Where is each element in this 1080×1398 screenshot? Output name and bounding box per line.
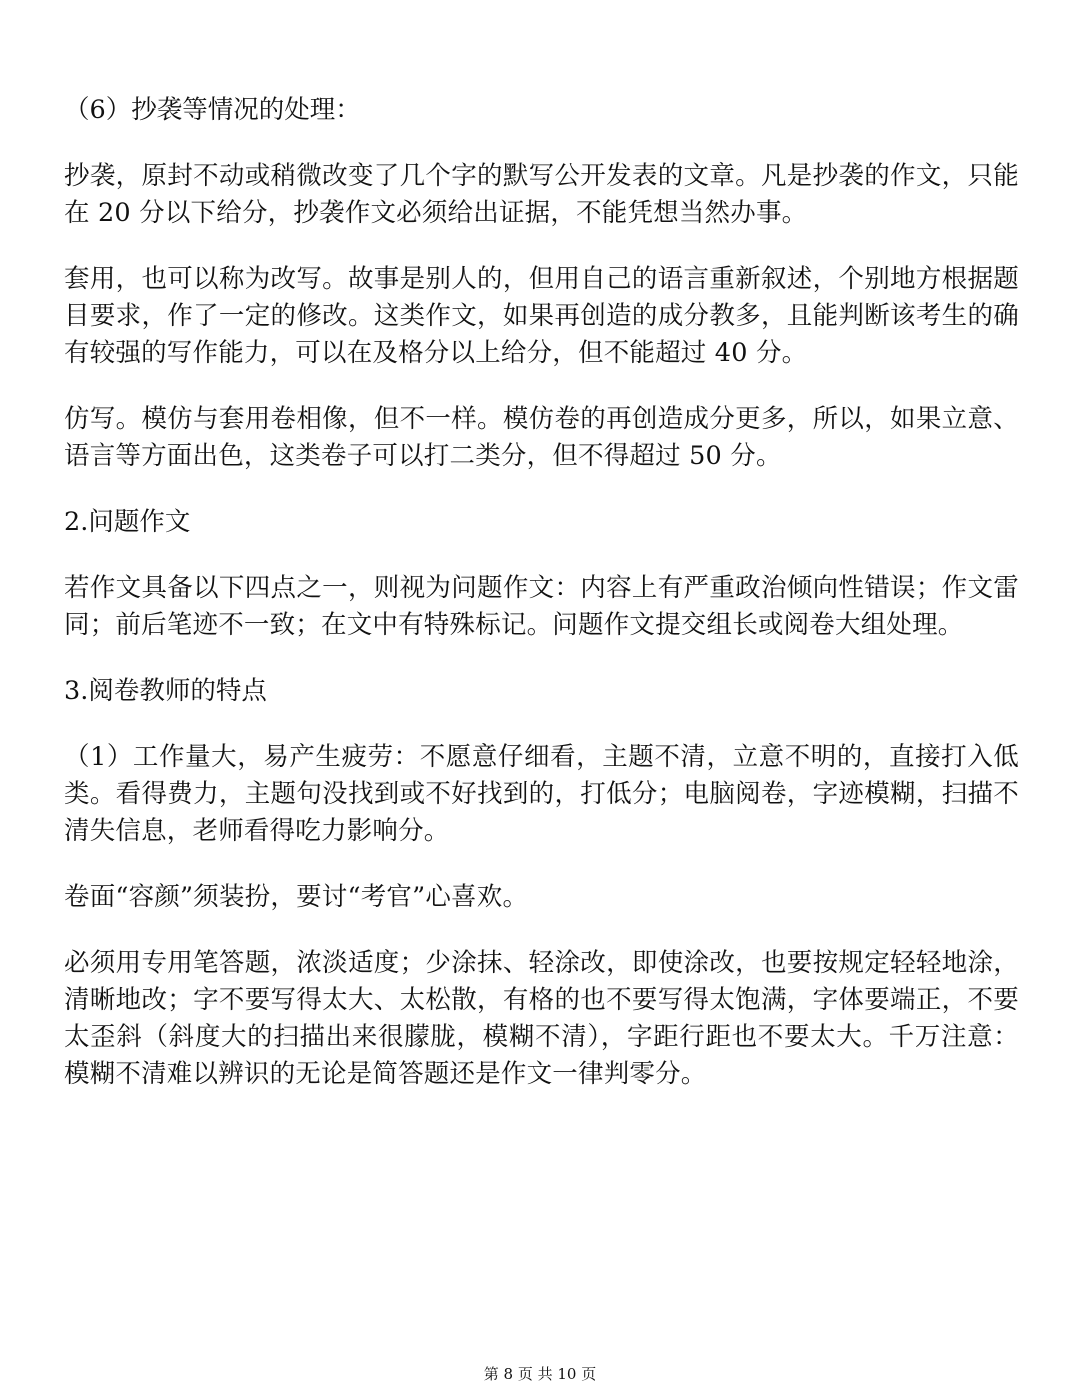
section-heading-problem-essay: 2.问题作文 [64, 507, 191, 537]
paragraph-workload: （1）工作量大，易产生疲劳：不愿意仔细看，主题不清，立意不明的，直接打入低类。看得费力，主题句没找到或不好找到的，打低分；电脑阅卷，字迹模糊，扫描不清失信息，老师看得吃力影响分。 [64, 742, 1019, 846]
paragraph-plagiarism: 抄袭，原封不动或稍微改变了几个字的默写公开发表的文章。凡是抄袭的作文，只能在 20 分以下给分，抄袭作文必须给出证据，不能凭想当然办事。 [64, 161, 1019, 228]
section-subheading-plagiarism: （6）抄袭等情况的处理： [64, 95, 361, 125]
paragraph-imitation: 仿写。模仿与套用卷相像，但不一样。模仿卷的再创造成分更多，所以，如果立意、语言等方面出色，这类卷子可以打二类分，但不得超过 50 分。 [64, 404, 1019, 471]
section-heading-grader-traits: 3.阅卷教师的特点 [64, 676, 267, 706]
paragraph-writing-rules: 必须用专用笔答题，浓淡适度；少涂抹、轻涂改，即使涂改，也要按规定轻轻地涂，清晰地改；字不要写得太大、太松散，有格的也不要写得太饱满，字体要端正，不要太歪斜（斜度大的扫描出来很朦胧，模糊不清），字距行距也不要太大。千万注意：模糊不清难以辨识的无论是简答题还是作文一律判零分。 [64, 948, 1019, 1089]
document-page [64, 92, 1019, 1122]
paragraph-appearance-slogan: 卷面“容颜”须装扮，要讨“考官”心喜欢。 [64, 882, 529, 912]
paragraph-problem-essay: 若作文具备以下四点之一，则视为问题作文：内容上有严重政治倾向性错误；作文雷同；前后笔迹不一致；在文中有特殊标记。问题作文提交组长或阅卷大组处理。 [64, 573, 1019, 640]
page-footer: 第 8 页 共 10 页 [483, 1365, 597, 1383]
paragraph-adaptation: 套用，也可以称为改写。故事是别人的，但用自己的语言重新叙述，个别地方根据题目要求，作了一定的修改。这类作文，如果再创造的成分教多，且能判断该考生的确有较强的写作能力，可以在及格分以上给分，但不能超过 40 分。 [64, 264, 1019, 368]
